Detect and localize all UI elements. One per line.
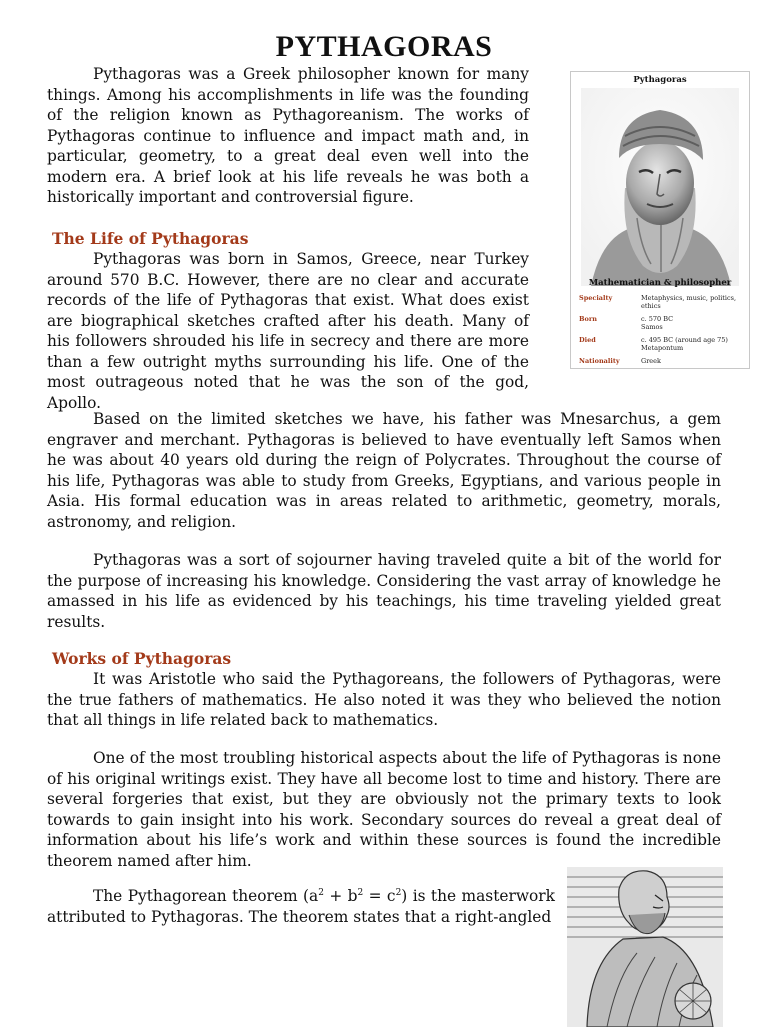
infobox-label: Specialty	[579, 294, 613, 302]
section-heading-life: The Life of Pythagoras	[52, 229, 249, 248]
works-paragraph-3: The Pythagorean theorem $(a^2 + b^2 = c^2)$ is the masterwork attributed to Pythagoras. The theorem states that a right-angled	[47, 887, 555, 926]
section-heading-works: Works of Pythagoras	[52, 649, 232, 668]
infobox-value: Metaphysics, music, politics, ethics	[641, 294, 737, 310]
infobox-value: c. 495 BC (around age 75) Metapontum	[641, 336, 728, 352]
works-paragraph-1: It was Aristotle who said the Pythagoreans, the followers of Pythagoras, were the true fathers of mathematics. He also noted it was they who believed the notion that all things in life related back to mathematics.	[47, 670, 721, 729]
infobox	[570, 71, 750, 369]
infobox-label: Born	[579, 315, 597, 323]
infobox-label: Died	[579, 336, 596, 344]
page-title: PYTHAGORAS	[275, 30, 493, 63]
life-paragraph-2: Based on the limited sketches we have, his father was Mnesarchus, a gem engraver and merchant. Pythagoras is believed to have eventually left Samos when he was about 40 years old during the reign of Polycrates. Throughout the course of his life, Pythagoras was able to study from Greeks, Egyptians, and various people in Asia. His formal education was in areas related to arithmetic, geometry, morals, astronomy, and religion.	[47, 410, 721, 531]
pythagoras-engraving-image	[567, 867, 723, 1027]
works-paragraph-2: One of the most troubling historical aspects about the life of Pythagoras is none of his original writings exist. They have all become lost to time and history. There are several forgeries that exist, but they are obviously not the primary texts to look towards to gain insight into his work. Secondary sources do reveal a great deal of information about his life’s work and within these sources is found the incredible theorem named after him.	[47, 749, 721, 870]
life-paragraph-1: Pythagoras was born in Samos, Greece, near Turkey around 570 B.C. However, there are no clear and accurate records of the life of Pythagoras that exist. What does exist are biographical sketches crafted after his death. Many of his followers shrouded his life in secrecy and there are more than a few outright myths surrounding his life. One of the most outrageous noted that he was the son of the god, Apollo.	[47, 250, 529, 412]
infobox-label: Nationality	[579, 357, 620, 365]
pythagoras-bust-image	[581, 88, 739, 286]
infobox-caption: Mathematician & philosopher	[588, 278, 732, 288]
intro-paragraph: Pythagoras was a Greek philosopher known for many things. Among his accomplishments in life was the founding of the religion known as Pythagoreanism. The works of Pythagoras continue to influence and impact math and, in particular, geometry, to a great deal even well into the modern era. A brief look at his life reveals he was both a historically important and controversial figure.	[47, 65, 529, 206]
infobox-title: Pythagoras	[633, 75, 687, 85]
infobox-value: c. 570 BC Samos	[641, 315, 674, 331]
life-paragraph-3: Pythagoras was a sort of sojourner having traveled quite a bit of the world for the purpose of increasing his knowledge. Considering the vast array of knowledge he amassed in his life as evidenced by his teachings, his time traveling yielded great results.	[47, 551, 721, 631]
infobox-value: Greek	[641, 357, 661, 365]
